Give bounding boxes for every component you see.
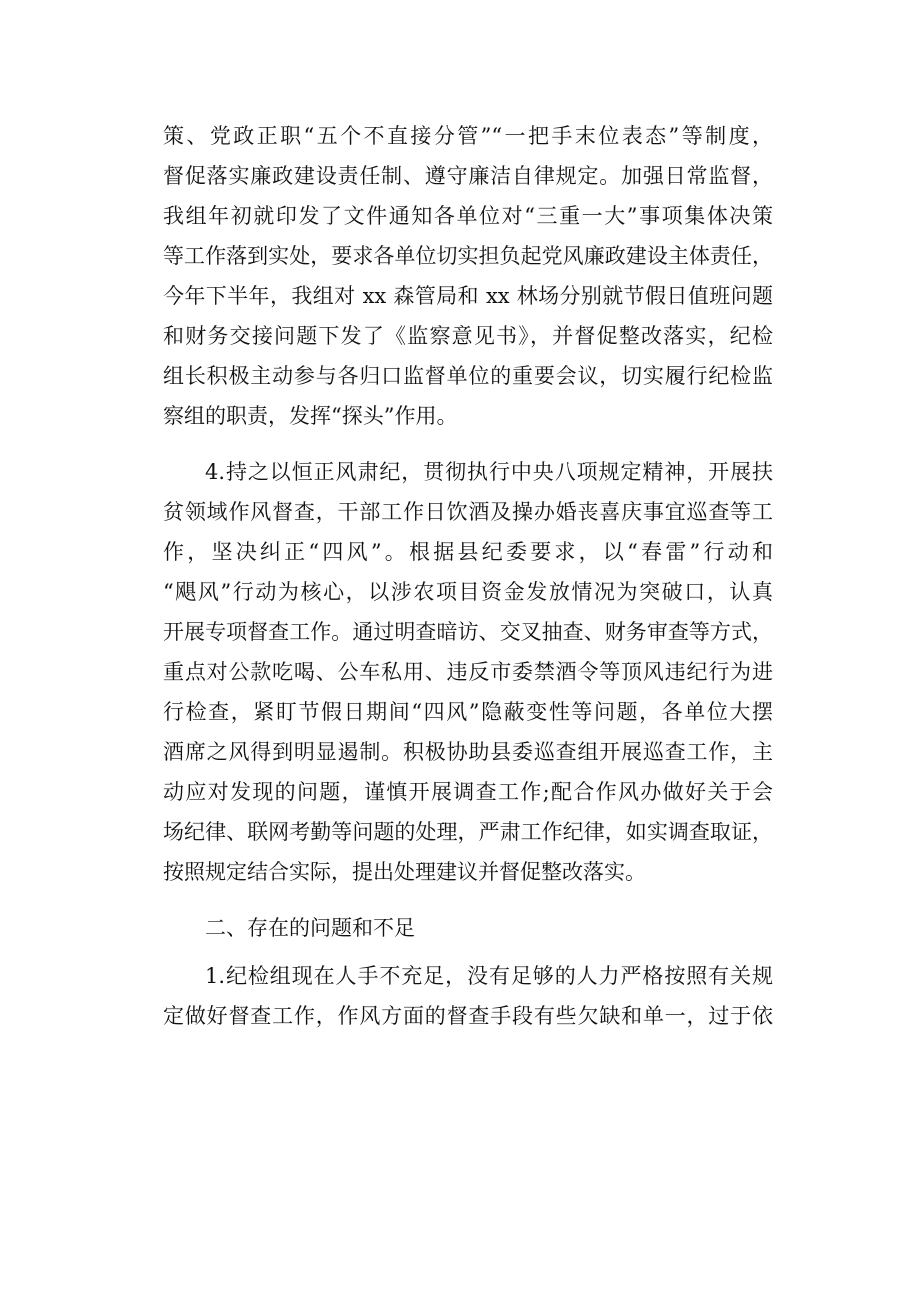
text-line: 4.持之以恒正风肃纪，贯彻执行中央八项规定精神，开展扶 <box>205 460 773 484</box>
paragraph-item-1 <box>163 956 773 1036</box>
text-line: 开展专项督查工作。通过明查暗访、交叉抽查、财务审查等方式， <box>163 620 773 644</box>
text-line: 定做好督查工作，作风方面的督查手段有些欠缺和单一，过于依 <box>163 1004 773 1028</box>
text-line: 和财务交接问题下发了《监察意见书》，并督促整改落实，纪检 <box>163 324 773 348</box>
text-line: 今年下半年，我组对 xx 森管局和 xx 林场分别就节假日值班问题 <box>163 284 773 308</box>
paragraph-spacer <box>163 436 773 452</box>
text-line: 行检查，紧盯节假日期间“四风”隐蔽变性等问题，各单位大摆 <box>163 700 773 724</box>
text-line: 1.纪检组现在人手不充足，没有足够的人力严格按照有关规 <box>205 964 773 988</box>
paragraph-supervision <box>163 116 773 436</box>
text-line: 策、党政正职“五个不直接分管”“一把手末位表态”等制度， <box>163 124 773 148</box>
text-line: 督促落实廉政建设责任制、遵守廉洁自律规定。加强日常监督， <box>163 164 773 188</box>
text-line: 重点对公款吃喝、公车私用、违反市委禁酒令等顶风违纪行为进 <box>163 660 773 684</box>
text-line: 等工作落到实处，要求各单位切实担负起党风廉政建设主体责任， <box>163 244 773 268</box>
text-line: “飓风”行动为核心，以涉农项目资金发放情况为突破口，认真 <box>163 580 773 604</box>
section-heading: 二、存在的问题和不足 <box>205 916 415 940</box>
text-line: 按照规定结合实际，提出处理建议并督促整改落实。 <box>163 860 646 884</box>
text-line: 贫领域作风督查，干部工作日饮酒及操办婚丧喜庆事宜巡查等工 <box>163 500 773 524</box>
paragraph-spacer <box>163 892 773 908</box>
text-line: 察组的职责，发挥“探头”作用。 <box>163 404 458 428</box>
text-line: 我组年初就印发了文件通知各单位对“三重一大”事项集体决策 <box>163 204 773 228</box>
text-line: 作，坚决纠正“四风”。根据县纪委要求，以“春雷”行动和 <box>163 540 773 564</box>
paragraph-item-4 <box>163 452 773 892</box>
document-body <box>163 116 773 1036</box>
paragraph-spacer <box>163 948 773 956</box>
text-line: 组长积极主动参与各归口监督单位的重要会议，切实履行纪检监 <box>163 364 773 388</box>
text-line: 动应对发现的问题，谨慎开展调查工作;配合作风办做好关于会 <box>163 780 773 804</box>
text-line: 场纪律、联网考勤等问题的处理，严肃工作纪律，如实调查取证， <box>163 820 773 844</box>
text-line: 酒席之风得到明显遏制。积极协助县委巡查组开展巡查工作，主 <box>163 740 773 764</box>
